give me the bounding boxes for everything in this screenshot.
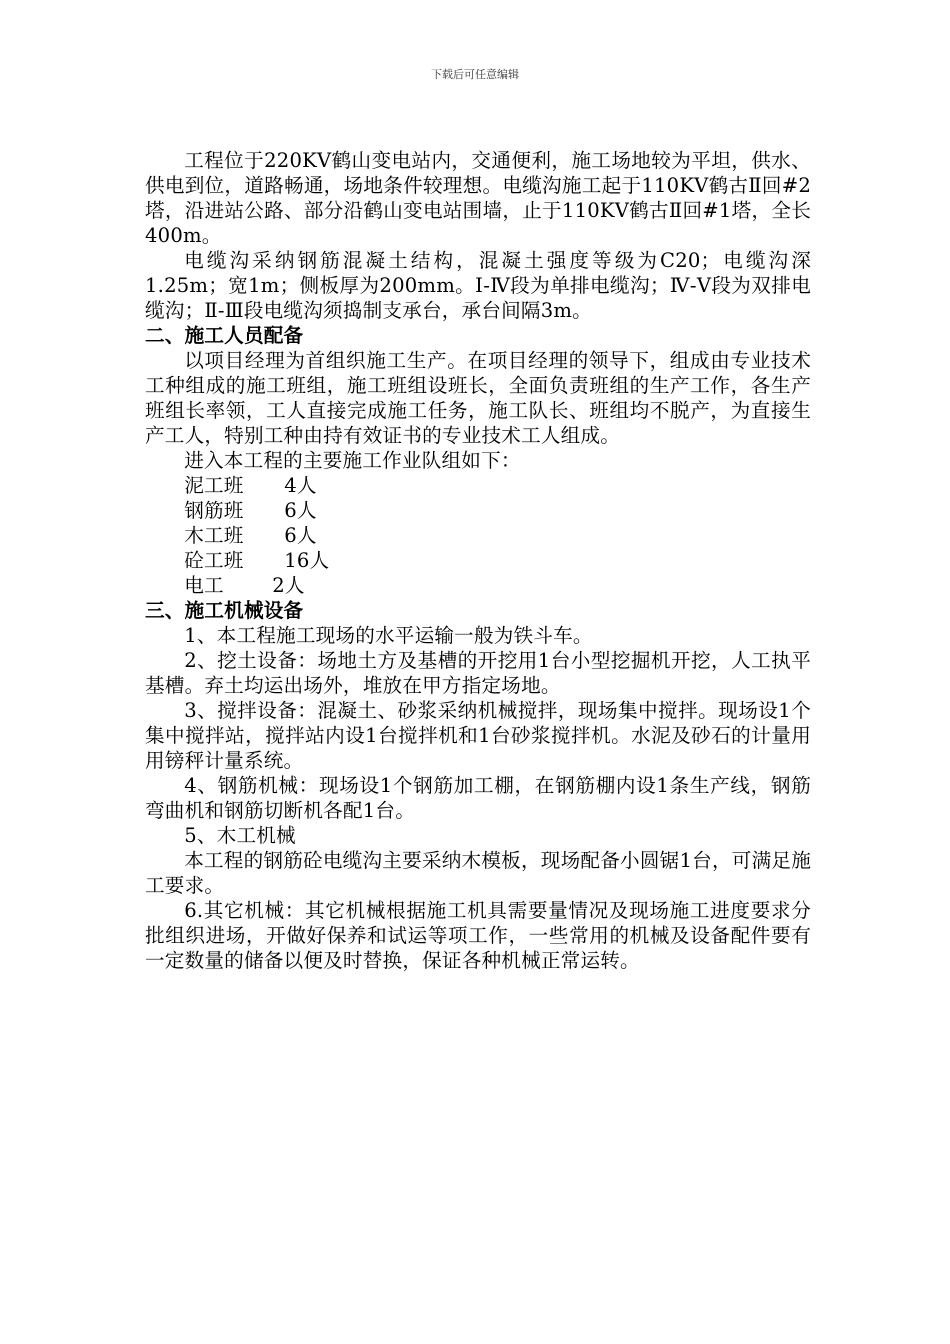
crew-name: 砼工班	[184, 549, 244, 572]
machinery-item: 3、搅拌设备：混凝土、砂浆采纳机械搅拌，现场集中搅拌。现场设1个集中搅拌站，搅拌站内设1台搅拌机和1台砂浆搅拌机。水泥及砂石的计量用用镑秤计量系统。	[145, 699, 811, 772]
crew-row	[145, 523, 811, 548]
document-body	[145, 148, 811, 973]
crew-row	[145, 573, 811, 598]
crew-name: 钢筋班	[184, 499, 244, 522]
paragraph-crews-intro: 进入本工程的主要施工作业队组如下：	[184, 449, 521, 472]
crew-name: 木工班	[184, 524, 244, 547]
machinery-item: 2、挖土设备：场地土方及基槽的开挖用1台小型挖掘机开挖，人工执平基槽。弃土均运出场外，堆放在甲方指定场地。	[145, 649, 811, 697]
machinery-item: 1、本工程施工现场的水平运输一般为铁斗车。	[184, 624, 593, 647]
crew-list	[145, 473, 811, 598]
header-note: 下载后可任意编辑	[431, 68, 519, 81]
crew-row	[145, 498, 811, 523]
crew-row	[145, 548, 811, 573]
machinery-item: 5、木工机械	[184, 824, 296, 847]
crew-name: 电工	[184, 574, 224, 597]
machinery-item: 4、钢筋机械：现场设1个钢筋加工棚，在钢筋棚内设1条生产线，钢筋弯曲机和钢筋切断机各配1台。	[145, 774, 811, 822]
crew-row	[145, 473, 811, 498]
paragraph-staffing: 以项目经理为首组织施工生产。在项目经理的领导下，组成由专业技术工种组成的施工班组，施工班组设班长，全面负责班组的生产工作，各生产班组长率领，工人直接完成施工任务，施工队长、班组均不脱产，为直接生产工人，特别工种由持有效证书的专业技术工人组成。	[145, 349, 811, 447]
paragraph-site-overview: 工程位于220KV鹤山变电站内，交通便利，施工场地较为平坦，供水、供电到位，道路畅通，场地条件较理想。电缆沟施工起于110KV鹤古Ⅱ回#2塔，沿进站公路、部分沿鹤山变电站围墙，止于110KV鹤古Ⅱ回#1塔，全长400m。	[145, 149, 811, 247]
paragraph-cable-trench-structure: 电缆沟采纳钢筋混凝土结构，混凝土强度等级为C20；电缆沟深1.25m；宽1m；侧板厚为200mm。Ⅰ-Ⅳ段为单排电缆沟；Ⅳ-Ⅴ段为双排电缆沟；Ⅱ-Ⅲ段电缆沟须捣制支承台，承台间隔3m。	[145, 249, 811, 322]
crew-count: 6人	[284, 499, 317, 522]
machinery-item: 6.其它机械：其它机械根据施工机具需要量情况及现场施工进度要求分批组织进场，开做好保养和试运等项工作，一些常用的机械及设备配件要有一定数量的储备以便及时替换，保证各种机械正常运转。	[145, 899, 811, 972]
crew-name: 泥工班	[184, 474, 244, 497]
section-heading-machinery: 三、施工机械设备	[145, 599, 304, 622]
crew-count: 2人	[272, 574, 305, 597]
machinery-item: 本工程的钢筋砼电缆沟主要采纳木模板，现场配备小圆锯1台，可满足施工要求。	[145, 849, 811, 897]
crew-count: 4人	[284, 474, 317, 497]
crew-count: 16人	[284, 549, 330, 572]
crew-count: 6人	[284, 524, 317, 547]
section-heading-staffing: 二、施工人员配备	[145, 324, 304, 347]
